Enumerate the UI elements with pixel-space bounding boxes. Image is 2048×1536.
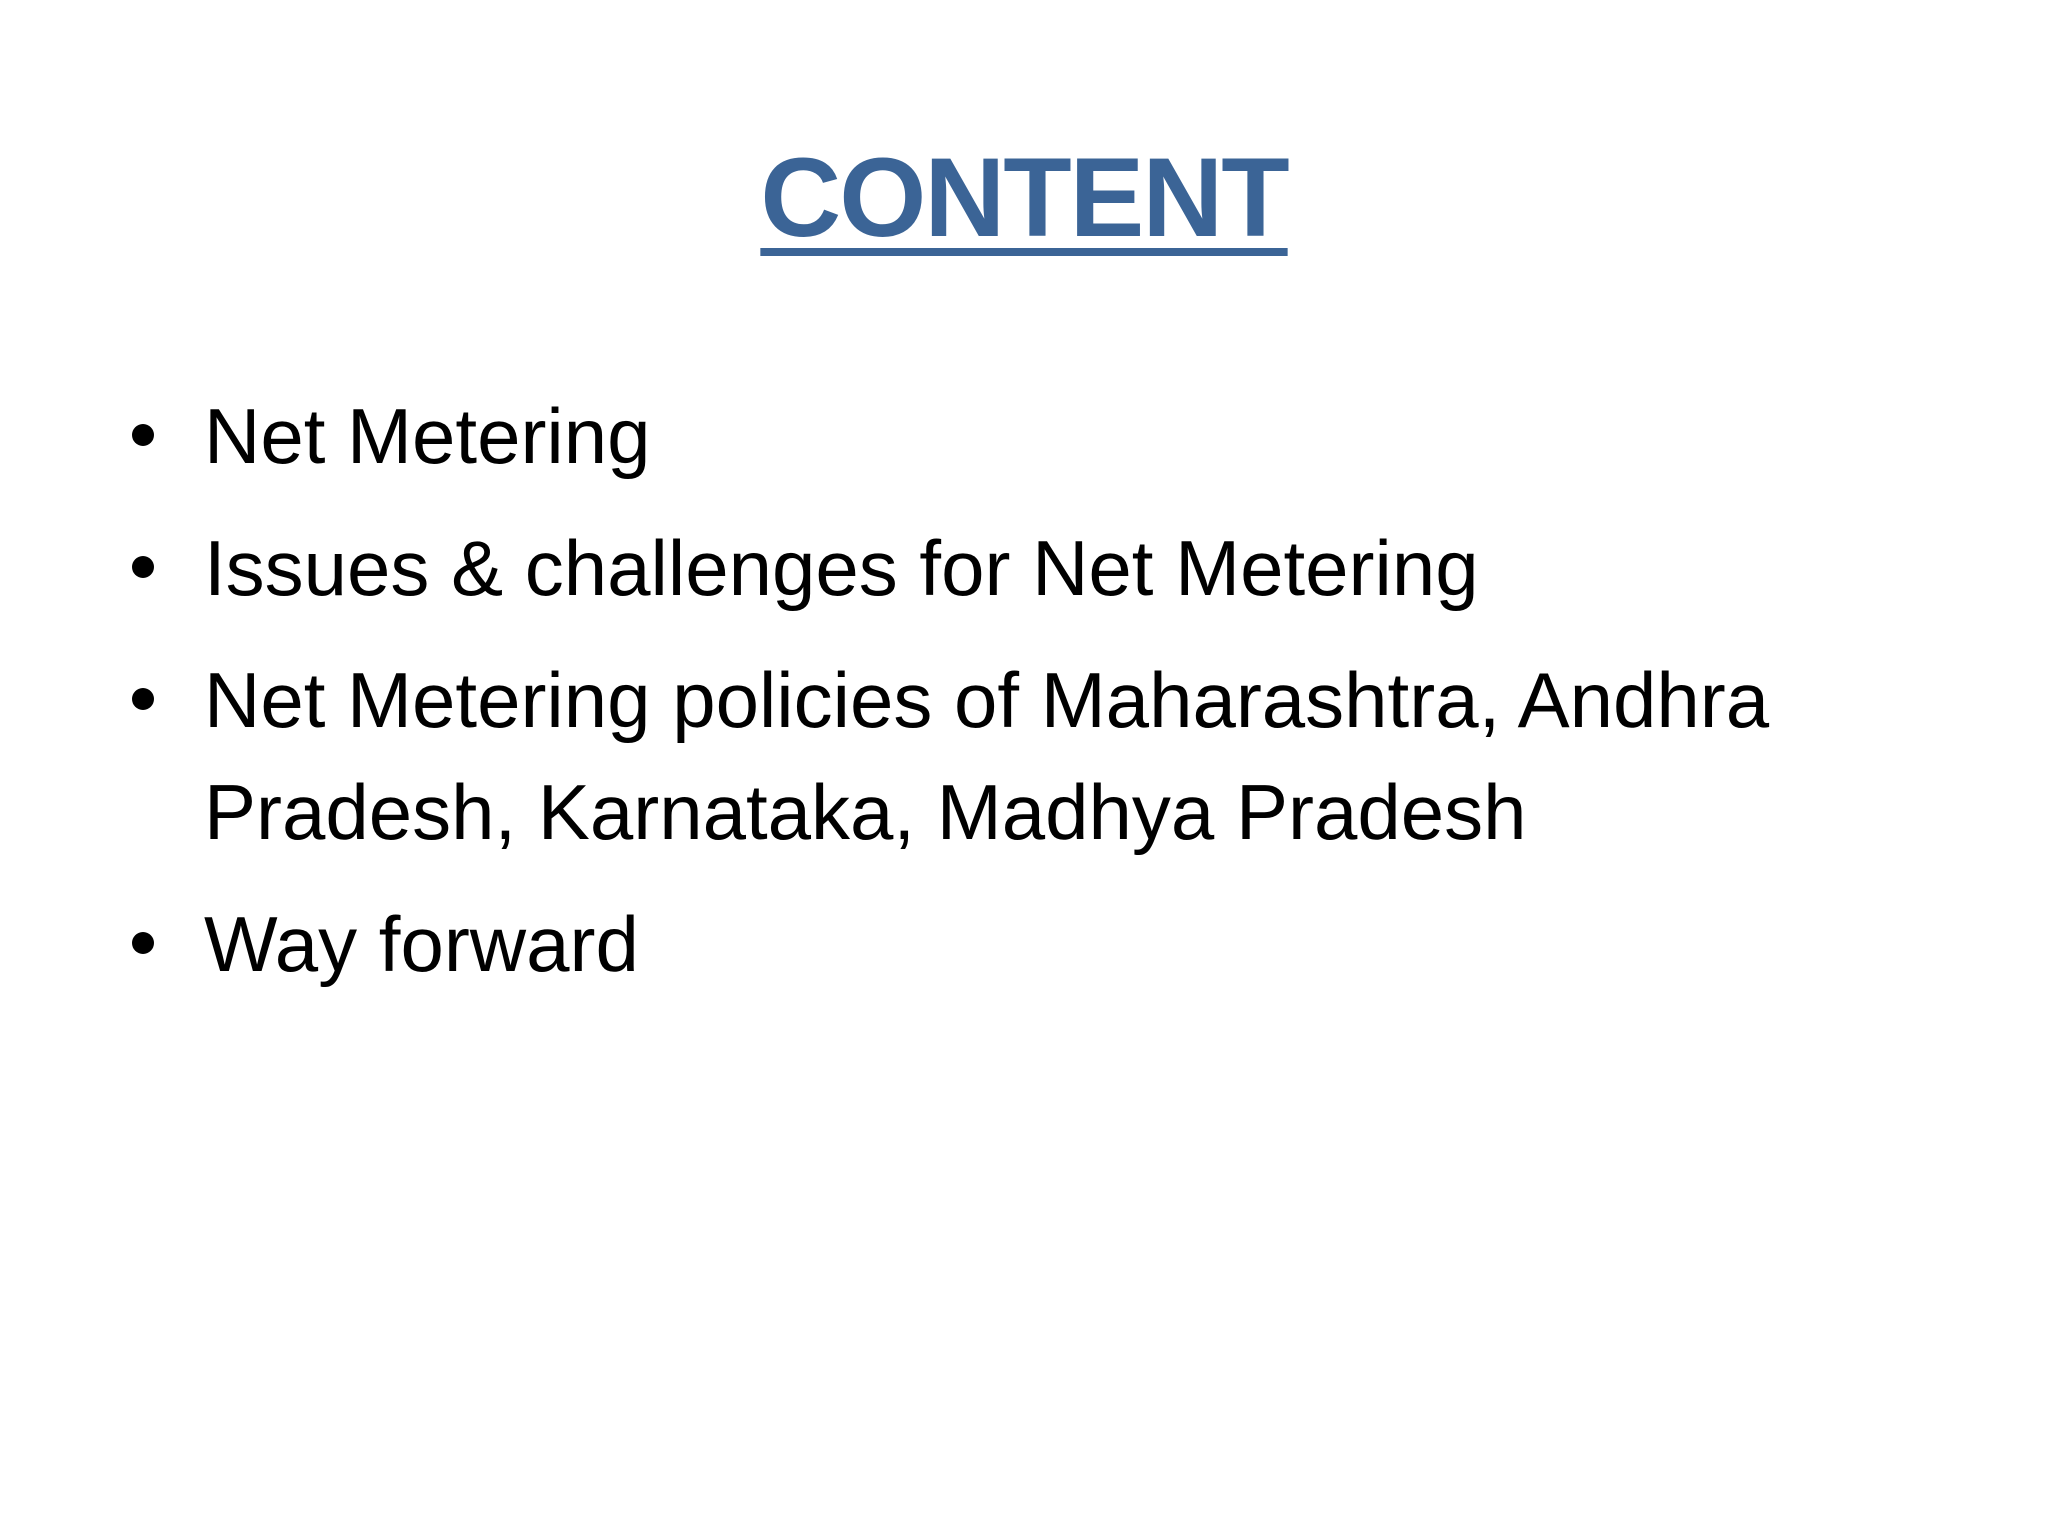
- bullet-text: Net Metering: [204, 392, 651, 480]
- slide-title: [0, 128, 2048, 268]
- bullet-item: [120, 380, 1980, 492]
- bullet-text: Net Metering policies of Maharashtra, Andhra Pradesh, Karnataka, Madhya Pradesh: [204, 656, 1770, 856]
- bullet-text: Issues & challenges for Net Metering: [204, 524, 1479, 612]
- bullet-list: [120, 380, 1980, 1020]
- bullet-item: [120, 888, 1980, 1000]
- slide-title-text: CONTENT: [760, 135, 1288, 260]
- bullet-item: [120, 512, 1980, 624]
- bullet-item: [120, 644, 1980, 868]
- bullet-text: Way forward: [204, 900, 639, 988]
- bullet-icon: [132, 556, 154, 578]
- bullet-icon: [132, 688, 154, 710]
- bullet-icon: [132, 932, 154, 954]
- bullet-icon: [132, 424, 154, 446]
